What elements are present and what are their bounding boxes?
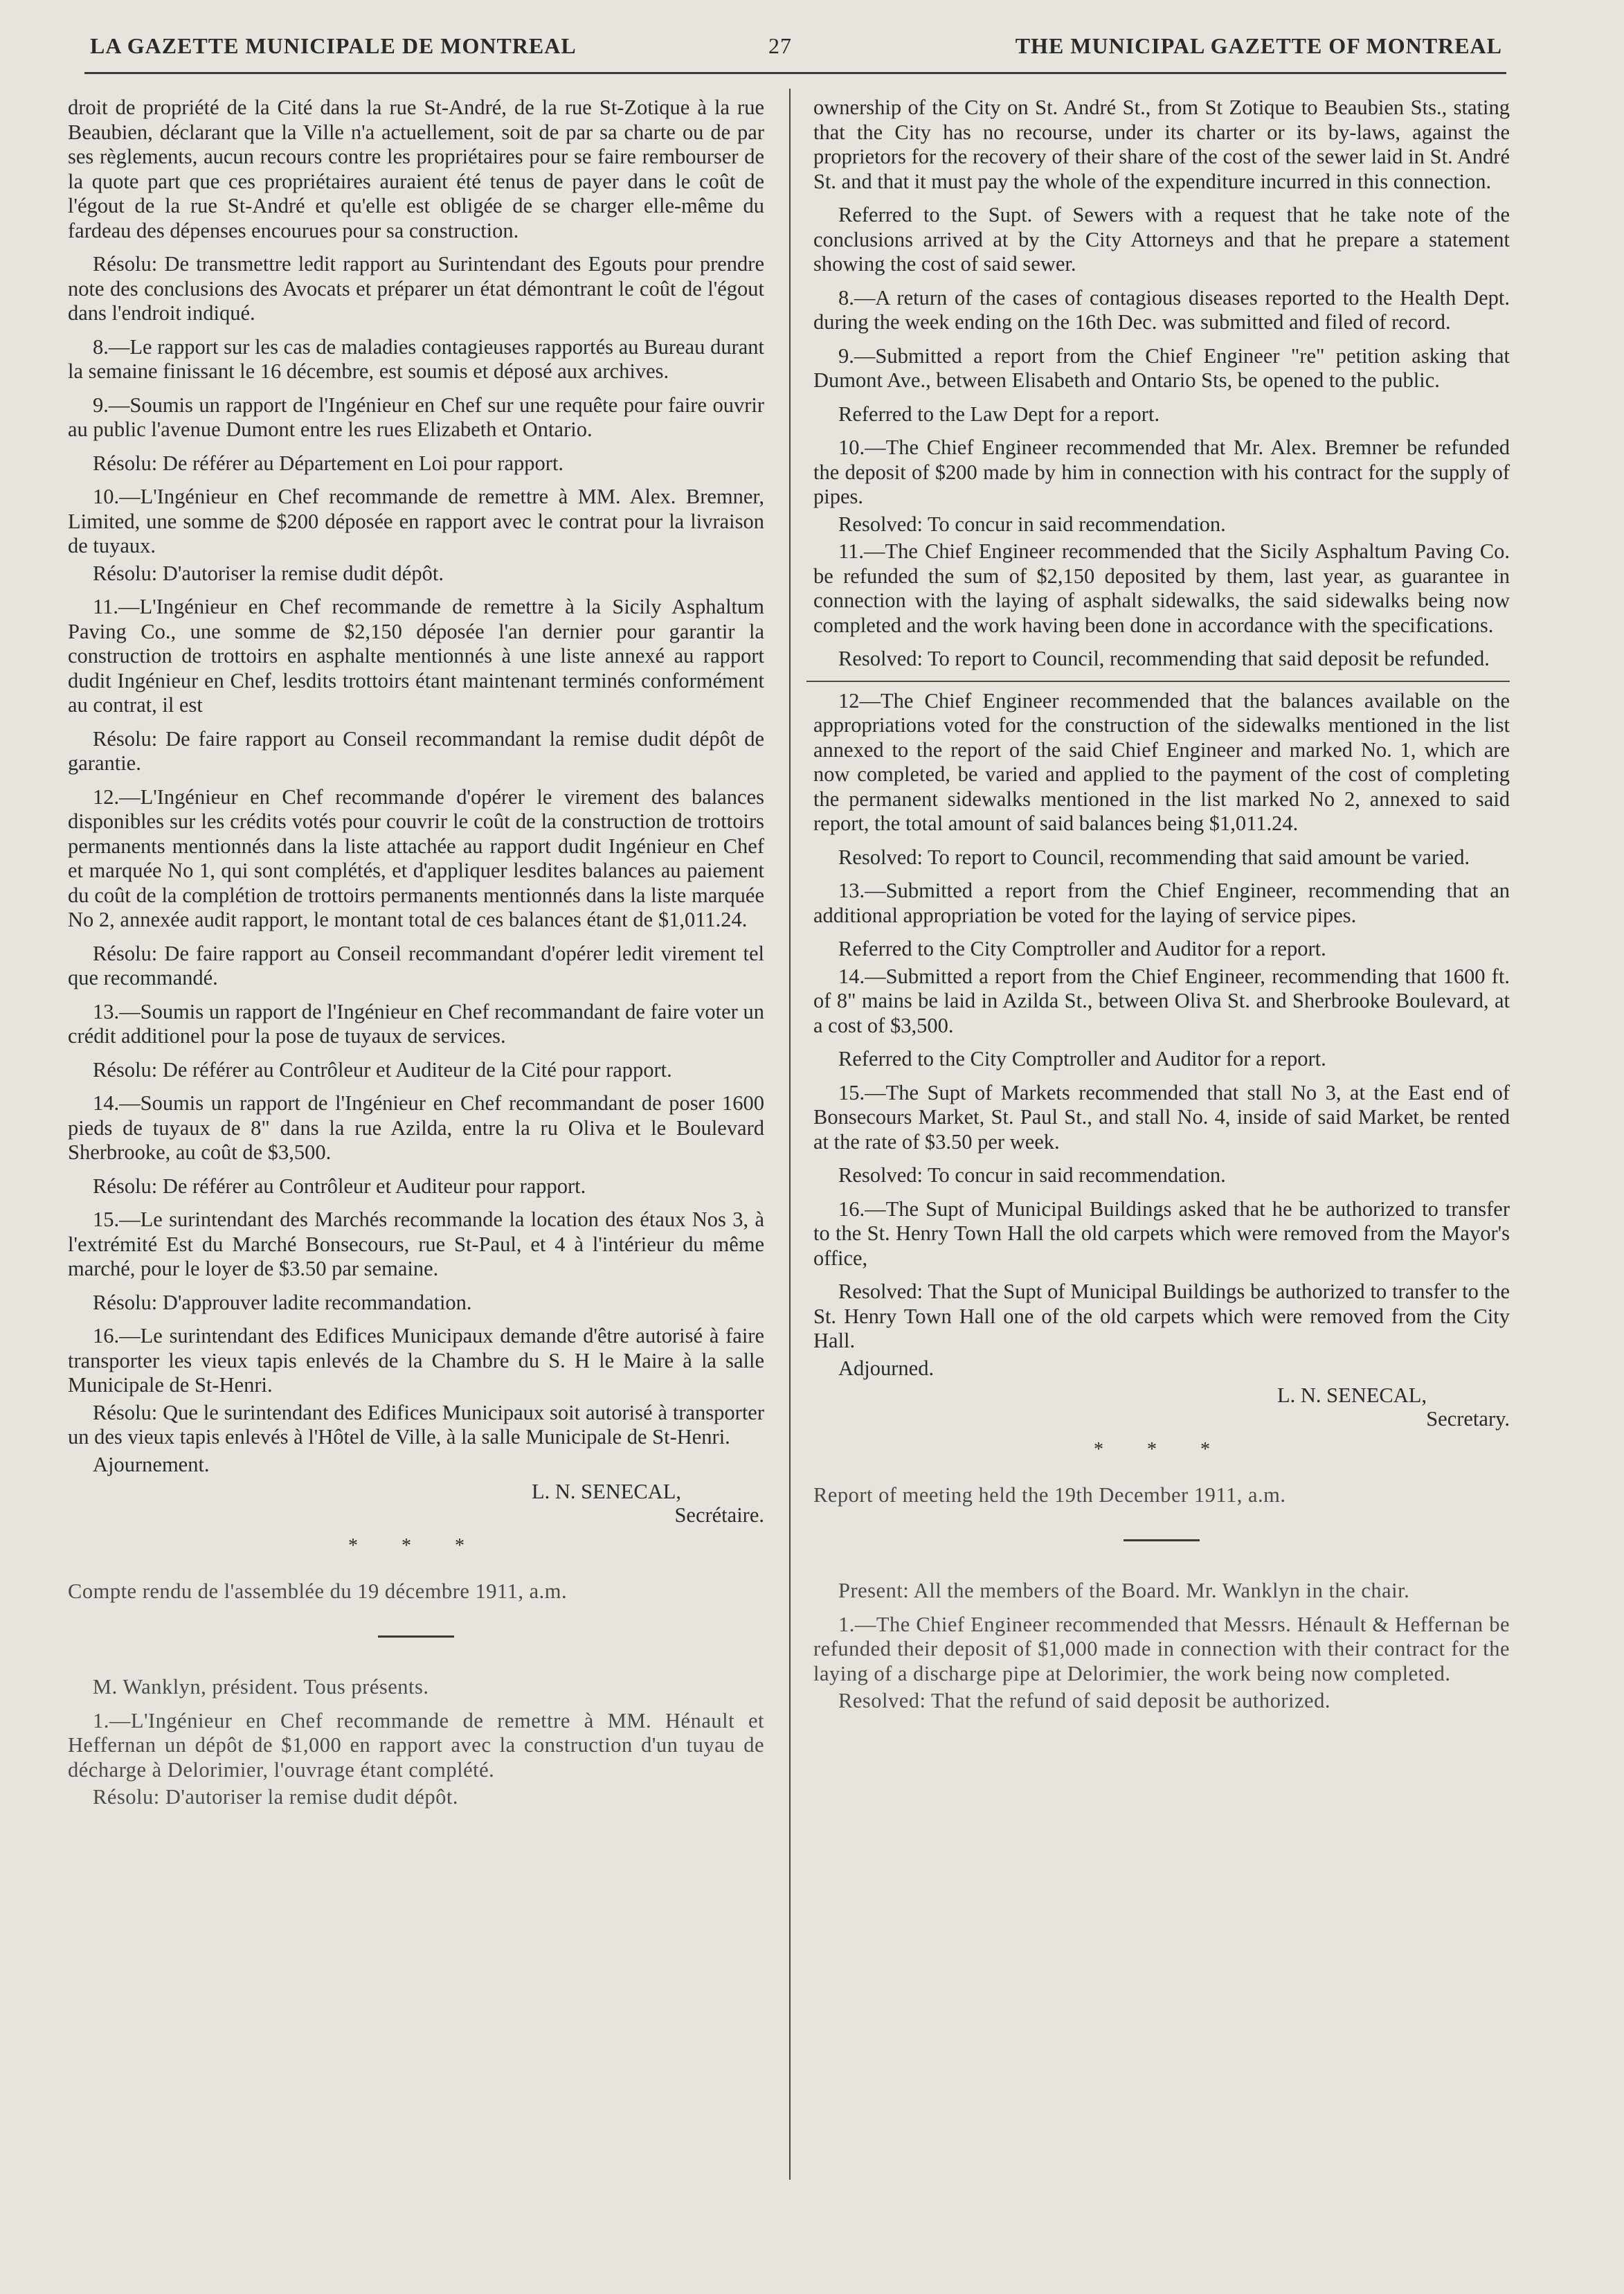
header-french-title: LA GAZETTE MUNICIPALE DE MONTREAL xyxy=(90,33,577,58)
secretary-name: L. N. SENECAL, xyxy=(1276,1383,1427,1407)
paragraph: Résolu: D'autoriser la remise dudit dépôt. xyxy=(93,561,444,585)
paragraph: Resolved: To concur in said recommendation. xyxy=(838,512,1226,536)
paragraph: Résolu: De référer au Contrôleur et Auditeur pour rapport. xyxy=(93,1174,586,1198)
secretary-name: L. N. SENECAL, xyxy=(531,1480,681,1503)
paragraph: 11.—L'Ingénieur en Chef recommande de remettre à la Sicily Asphaltum Paving Co., une somme de $2,150 déposée l'an dernier pour garantir la construction de trottoirs en asphalte mentionnés à une liste annexé au rapport dudit Ingénieur en Chef, lesdits trottoirs étant maintenant terminés conformément au contrat, il est xyxy=(68,595,764,717)
attendance: M. Wanklyn, président. Tous présents. xyxy=(93,1675,429,1699)
paragraph: 15.—The Supt of Markets recommended that stall No 3, at the East end of Bonsecours Market, St. Paul St., and stall No. 4, inside of said Market, be rented at the rate of $3.50 per week. xyxy=(813,1080,1510,1154)
report-title: Report of meeting held the 19th December 1911, a.m. xyxy=(813,1482,1286,1507)
paragraph: ownership of the City on St. André St., from St Zotique to Beaubien Sts., stating that the City has no recourse, under its charter or its by-laws, against the proprietors for the recovery of their share of the cost of the sewer laid in St. André St. and that it must pay the whole of the expenditure incurred in this connection. xyxy=(813,96,1510,193)
section-separator xyxy=(1124,1539,1200,1541)
paragraph: 13.—Soumis un rapport de l'Ingénieur en Chef recommandant de faire voter un crédit additionel pour la pose de tuyaux de services. xyxy=(68,999,764,1048)
paragraph: 14.—Submitted a report from the Chief Engineer, recommending that 1600 ft. of 8" mains be laid in Azilda St., between Oliva St. and Sherbrooke Boulevard, at a cost of $3,500. xyxy=(813,964,1510,1037)
report-title: Compte rendu de l'assemblée du 19 décembre 1911, a.m. xyxy=(68,1579,568,1603)
paragraph: Resolved: To report to Council, recommending that said deposit be refunded. xyxy=(838,647,1490,670)
header-rule xyxy=(84,72,1506,74)
paragraph: 9.—Submitted a report from the Chief Engineer "re" petition asking that Dumont Ave., between Elisabeth and Ontario Sts, be opened to the public. xyxy=(813,343,1510,392)
paragraph: 8.—Le rapport sur les cas de maladies contagieuses rapportés au Bureau durant la semaine finissant le 16 décembre, est soumis et déposé aux archives. xyxy=(68,334,764,383)
section-separator xyxy=(378,1636,454,1638)
paragraph: 16.—Le surintendant des Edifices Municipaux demande d'être autorisé à faire transporter les vieux tapis enlevés de la Chambre du S. H le Maire à la salle Municipale de St-Henri. xyxy=(68,1324,764,1397)
header-english-title: THE MUNICIPAL GAZETTE OF MONTREAL xyxy=(1015,33,1502,58)
paragraph: 15.—Le surintendant des Marchés recommande la location des étaux Nos 3, à l'extrémité Est du Marché Bonsecours, rue St-Paul, et 4 à l'intérieur du même marché, pour le loyer de $3.50 par semaine. xyxy=(68,1208,764,1280)
paragraph: Résolu: Que le surintendant des Edifices Municipaux soit autorisé à transporter un des vieux tapis enlevés à l'Hôtel de Ville, à la salle Municipale de St-Henri. xyxy=(68,1400,764,1449)
paragraph: Resolved: That the Supt of Municipal Buildings be authorized to transfer to the St. Henry Town Hall one of the old carpets which were removed from the City Hall. xyxy=(813,1280,1510,1352)
paragraph: Résolu: De faire rapport au Conseil recommandant la remise dudit dépôt de garantie. xyxy=(68,726,764,775)
column-divider xyxy=(789,89,791,2180)
paragraph: Referred to the Supt. of Sewers with a request that he take note of the conclusions arrived at by the City Attorneys and that he prepare a statement showing the cost of said sewer. xyxy=(813,203,1510,276)
paragraph: 1.—L'Ingénieur en Chef recommande de remettre à MM. Hénault et Heffernan un dépôt de $1,000 en rapport avec la construction d'un tuyau de décharge à Delorimier, l'ouvrage étant complété. xyxy=(68,1708,764,1782)
paragraph: 13.—Submitted a report from the Chief Engineer, recommending that an additional appropriation be voted for the laying of service pipes. xyxy=(813,879,1510,927)
secretary-title: Secrétaire. xyxy=(674,1503,764,1527)
secretary-title: Secretary. xyxy=(1426,1407,1510,1431)
signature-block xyxy=(68,1480,764,1527)
section-stars: * * * xyxy=(348,1535,484,1557)
paragraph: 9.—Soumis un rapport de l'Ingénieur en Chef sur une requête pour faire ouvrir au public l'avenue Dumont entre les rues Elizabeth et Ontario. xyxy=(68,393,764,441)
adjournment: Ajournement. xyxy=(93,1452,210,1476)
paragraph: Resolved: To concur in said recommendation. xyxy=(838,1163,1226,1187)
adjournment: Adjourned. xyxy=(838,1356,935,1380)
paragraph: Résolu: De transmettre ledit rapport au Surintendant des Egouts pour prendre note des conclusions des Avocats et préparer un état démontrant le coût de l'égout dans l'endroit indiqué. xyxy=(68,252,764,325)
paragraph: Résolu: De faire rapport au Conseil recommandant d'opérer ledit virement tel que recommandé. xyxy=(68,941,764,989)
paragraph: Referred to the Law Dept for a report. xyxy=(838,402,1160,426)
paragraph: Résolu: D'autoriser la remise dudit dépôt. xyxy=(93,1785,458,1809)
paragraph: Referred to the City Comptroller and Auditor for a report. xyxy=(838,937,1326,960)
paragraph: Resolved: To report to Council, recommending that said amount be varied. xyxy=(838,845,1470,869)
paragraph: 10.—The Chief Engineer recommended that Mr. Alex. Bremner be refunded the deposit of $200 made by him in connection with his contract for the supply of pipes. xyxy=(813,436,1510,508)
column-cut-rule xyxy=(806,681,1510,682)
english-column xyxy=(813,96,1510,1723)
paragraph: 1.—The Chief Engineer recommended that Messrs. Hénault & Heffernan be refunded their deposit of $1,000 made in connection with their contract for the laying of a discharge pipe at Delorimier, the work being now completed. xyxy=(813,1612,1510,1685)
signature-block xyxy=(813,1383,1510,1431)
paragraph: Résolu: D'approuver ladite recommandation. xyxy=(93,1290,472,1314)
paragraph: 10.—L'Ingénieur en Chef recommande de remettre à MM. Alex. Bremner, Limited, une somme de $200 déposée en rapport avec le contrat pour la livraison de tuyaux. xyxy=(68,485,764,557)
paragraph: 12.—L'Ingénieur en Chef recommande d'opérer le virement des balances disponibles sur les crédits votés pour couvrir le coût de la construction de trottoirs permanents mentionnés dans la liste attachée au rapport dudit Ingénieur en Chef et marquée No 1, qui sont complétés, et d'appliquer lesdites balances au paiement du coût de la complétion de trottoirs permanents mentionnés dans la liste marquée No 2, annexée audit rapport, le montant total de ces balances étant de $1,011.24. xyxy=(68,785,764,931)
french-column xyxy=(68,96,764,1819)
paragraph: Referred to the City Comptroller and Auditor for a report. xyxy=(838,1047,1326,1070)
paragraph: Resolved: That the refund of said deposit be authorized. xyxy=(838,1689,1330,1712)
paragraph: 11.—The Chief Engineer recommended that the Sicily Asphaltum Paving Co. be refunded the sum of $2,150 deposited by them, last year, as guarantee in connection with the laying of asphalt sidewalks, the said sidewalks being now completed and the work having been done in accordance with the specifications. xyxy=(813,539,1510,637)
paragraph: droit de propriété de la Cité dans la rue St-André, de la rue St-Zotique à la rue Beaubien, déclarant que la Ville n'a actuellement, soit de par sa charte ou de par ses règlements, aucun recours contre les propriétaires pour se faire rembourser de la quote part que ces propriétaires auraient été tenus de payer dans le coût de l'égout de la rue St-André et qu'elle est obligée de se charger elle-même du fardeau des dépenses encourues pour sa construction. xyxy=(68,96,764,242)
attendance: Present: All the members of the Board. Mr. Wanklyn in the chair. xyxy=(838,1579,1410,1602)
paragraph: 8.—A return of the cases of contagious diseases reported to the Health Dept. during the week ending on the 16th Dec. was submitted and filed of record. xyxy=(813,285,1510,334)
page-header xyxy=(90,33,1502,64)
paragraph: 14.—Soumis un rapport de l'Ingénieur en Chef recommandant de poser 1600 pieds de tuyaux de 8" dans la rue Azilda, entre la ru Oliva et le Boulevard Sherbrooke, au coût de $3,500. xyxy=(68,1091,764,1164)
paragraph: Résolu: De référer au Département en Loi pour rapport. xyxy=(93,451,564,475)
section-stars: * * * xyxy=(1094,1439,1229,1460)
paragraph: 12—The Chief Engineer recommended that the balances available on the appropriations voted for the construction of the sidewalks mentioned in the list annexed to the report of the said Chief Engineer and marked No. 1, which are now completed, be varied and applied to the payment of the cost of completing the permanent sidewalks mentioned in the list marked No 2, annexed to said report, the total amount of said balances being $1,011.24. xyxy=(813,688,1510,835)
paragraph: Résolu: De référer au Contrôleur et Auditeur de la Cité pour rapport. xyxy=(93,1057,672,1082)
paragraph: 16.—The Supt of Municipal Buildings asked that he be authorized to transfer to the St. Henry Town Hall the old carpets which were removed from the Mayor's office, xyxy=(813,1197,1510,1270)
page-number: 27 xyxy=(768,33,792,58)
